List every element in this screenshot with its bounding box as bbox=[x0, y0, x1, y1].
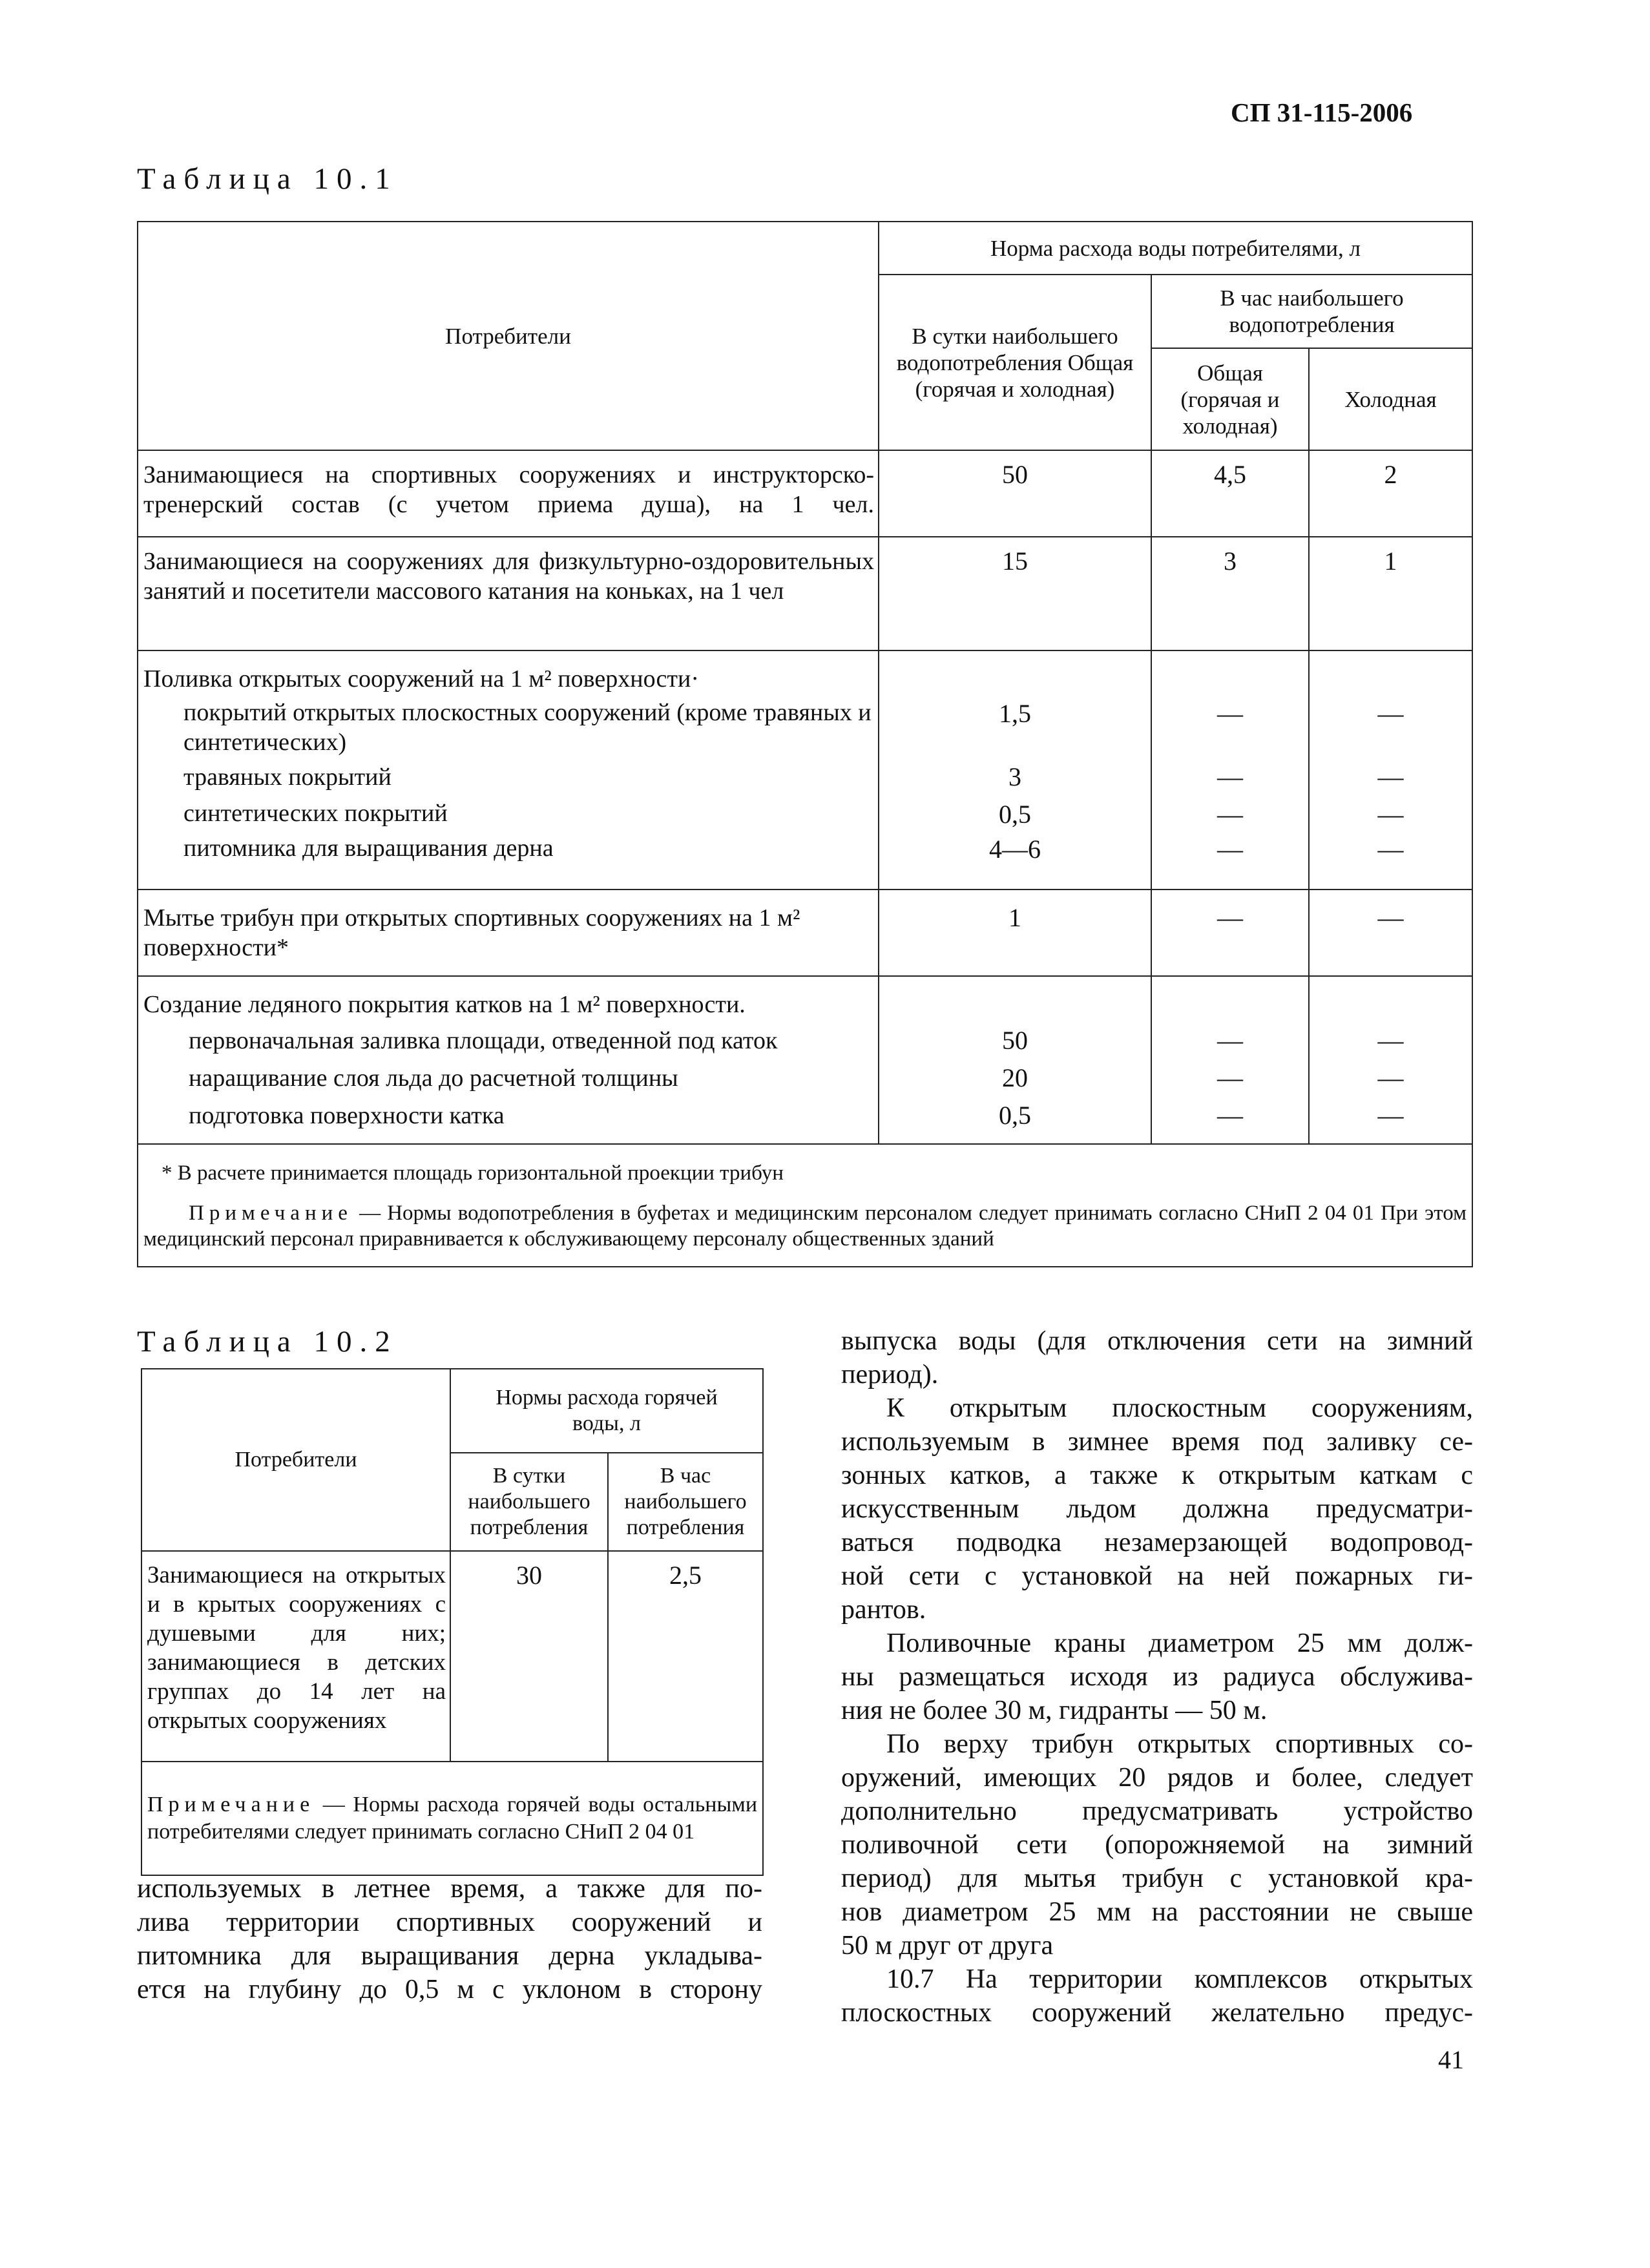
row-label: Мытье трибун при открытых спортивных сооружениях на 1 м² поверхности* bbox=[138, 890, 879, 976]
table-10-2-note: Примечание — Нормы расхода горячей воды остальными потребителями следует принимать согласно СНиП 2 04 01 bbox=[141, 1762, 763, 1875]
paragraph: 10.7 На территории комплексов открытых плоскостных сооружений желательно предус- bbox=[841, 1964, 1473, 2028]
table-10-2-caption: Таблица 10.2 bbox=[137, 1325, 398, 1358]
table-row bbox=[138, 890, 1472, 976]
table-10-2-header-norm: Нормы расхода горячей воды, л bbox=[450, 1369, 763, 1453]
document-code: СП 31-115-2006 bbox=[1231, 98, 1413, 127]
table-10-2 bbox=[141, 1368, 762, 1876]
table-10-2-header-consumers: Потребители bbox=[141, 1369, 450, 1551]
value-hour-cold: — bbox=[1309, 890, 1472, 976]
table-10-1 bbox=[137, 221, 1472, 1267]
watering-hour-cold-values: — — — — bbox=[1309, 650, 1472, 890]
table-10-1-header-cold: Холодная bbox=[1309, 348, 1472, 450]
value-hour-cold: 2 bbox=[1309, 450, 1472, 537]
ice-group-label: Создание ледяного покрытия катков на 1 м² поверхности. первоначальная заливка площади, отведенной под каток наращивание слоя льда до расчетной толщины подготовка поверхности катка bbox=[138, 976, 879, 1144]
table-10-1-header-norm: Норма расхода воды потребителями, л bbox=[879, 222, 1472, 275]
note: Примечание — Нормы водопотребления в буфетах и медицинским персоналом следует принимать согласно СНиП 2 04 01 При этом медицинский персонал приравнивается к обслуживающему персоналу общественных зданий bbox=[143, 1202, 1467, 1251]
row-label: Занимающиеся на открытых и в крытых сооружениях с душевыми для них; занимающиеся в детских группах до 14 лет на открытых сооружениях bbox=[141, 1551, 450, 1762]
table-10-1-header-total: Общая (горячая и холодная) bbox=[1151, 348, 1309, 450]
watering-hour-total-values: — — — — bbox=[1151, 650, 1309, 890]
ice-hour-cold-values: — — — bbox=[1309, 976, 1472, 1144]
paragraph: К открытым плоскостным сооружениям, используемым в зимнее время под заливку се- зонных катков, а также к открытым каткам с искусственным льдом должна предусматри- ваться подводка незамерзающей водопровод- ной сети с установкой на ней пожарных ги- рантов. bbox=[841, 1393, 1473, 1625]
paragraph: выпуска воды (для отключения сети на зимний период). bbox=[841, 1326, 1473, 1389]
table-10-1-caption: Таблица 10.1 bbox=[137, 162, 398, 196]
table-10-1-header-consumers: Потребители bbox=[138, 222, 879, 450]
table-row bbox=[138, 450, 1472, 537]
table-10-1-header-per-hour: В час наибольшего водопотребления bbox=[1151, 275, 1472, 348]
value-day: 1 bbox=[879, 890, 1151, 976]
watering-day-values: 1,5 3 0,5 4—6 bbox=[879, 650, 1151, 890]
ice-hour-total-values: — — — bbox=[1151, 976, 1309, 1144]
value-day: 30 bbox=[450, 1551, 608, 1762]
table-10-1-notes bbox=[138, 1144, 1472, 1267]
ice-day-values: 50 20 0,5 bbox=[879, 976, 1151, 1144]
table-row bbox=[138, 537, 1472, 650]
table-row-group-ice bbox=[138, 976, 1472, 1144]
row-label: Занимающиеся на сооружениях для физкультурно-оздоровительных занятий и посетители массового катания на коньках, на 1 чел bbox=[138, 537, 879, 650]
value-hour-total: 4,5 bbox=[1151, 450, 1309, 537]
left-column-text: используемых в летнее время, а также для по- лива территории спортивных сооружений и питомника для выращивания дерна укладыва- ется на глубину до 0,5 м с уклоном в сторону bbox=[137, 1874, 762, 2004]
right-column-text bbox=[841, 1324, 1473, 2030]
table-10-2-header-per-day: В сутки наибольшего потребления bbox=[450, 1453, 608, 1551]
table-row-group-watering bbox=[138, 650, 1472, 890]
value-hour-total: — bbox=[1151, 890, 1309, 976]
footnote: * В расчете принимается площадь горизонтальной проекции трибун bbox=[162, 1161, 784, 1185]
row-label: Занимающиеся на спортивных сооружениях и инструкторско-тренерский состав (с учетом приема душа), на 1 чел. bbox=[138, 450, 879, 537]
page-number: 41 bbox=[1438, 2045, 1464, 2074]
value-hour-total: 3 bbox=[1151, 537, 1309, 650]
value-hour: 2,5 bbox=[608, 1551, 763, 1762]
table-10-2-header-per-hour: В час наибольшего потребления bbox=[608, 1453, 763, 1551]
table-row bbox=[141, 1551, 763, 1762]
value-hour-cold: 1 bbox=[1309, 537, 1472, 650]
value-day: 15 bbox=[879, 537, 1151, 650]
paragraph: Поливочные краны диаметром 25 мм долж- ны размещаться исходя из радиуса обслужива- ния не более 30 м, гидранты — 50 м. bbox=[841, 1628, 1473, 1725]
watering-group-label: Поливка открытых сооружений на 1 м² поверхности· покрытий открытых плоскостных сооружений (кроме травяных и синтетических) травяных покрытий синтетических покрытий питомника для выращивания дерна bbox=[138, 650, 879, 890]
value-day: 50 bbox=[879, 450, 1151, 537]
paragraph: По верху трибун открытых спортивных со- оружений, имеющих 20 рядов и более, следует дополнительно предусматривать устройство поливочной сети (опорожняемой на зимний период) для мытья трибун с установкой кра- нов диаметром 25 мм на расстоянии не свыше 50 м друг от друга bbox=[841, 1729, 1473, 1961]
table-10-1-header-per-day: В сутки наибольшего водопотребления Общая (горячая и холодная) bbox=[879, 275, 1151, 450]
